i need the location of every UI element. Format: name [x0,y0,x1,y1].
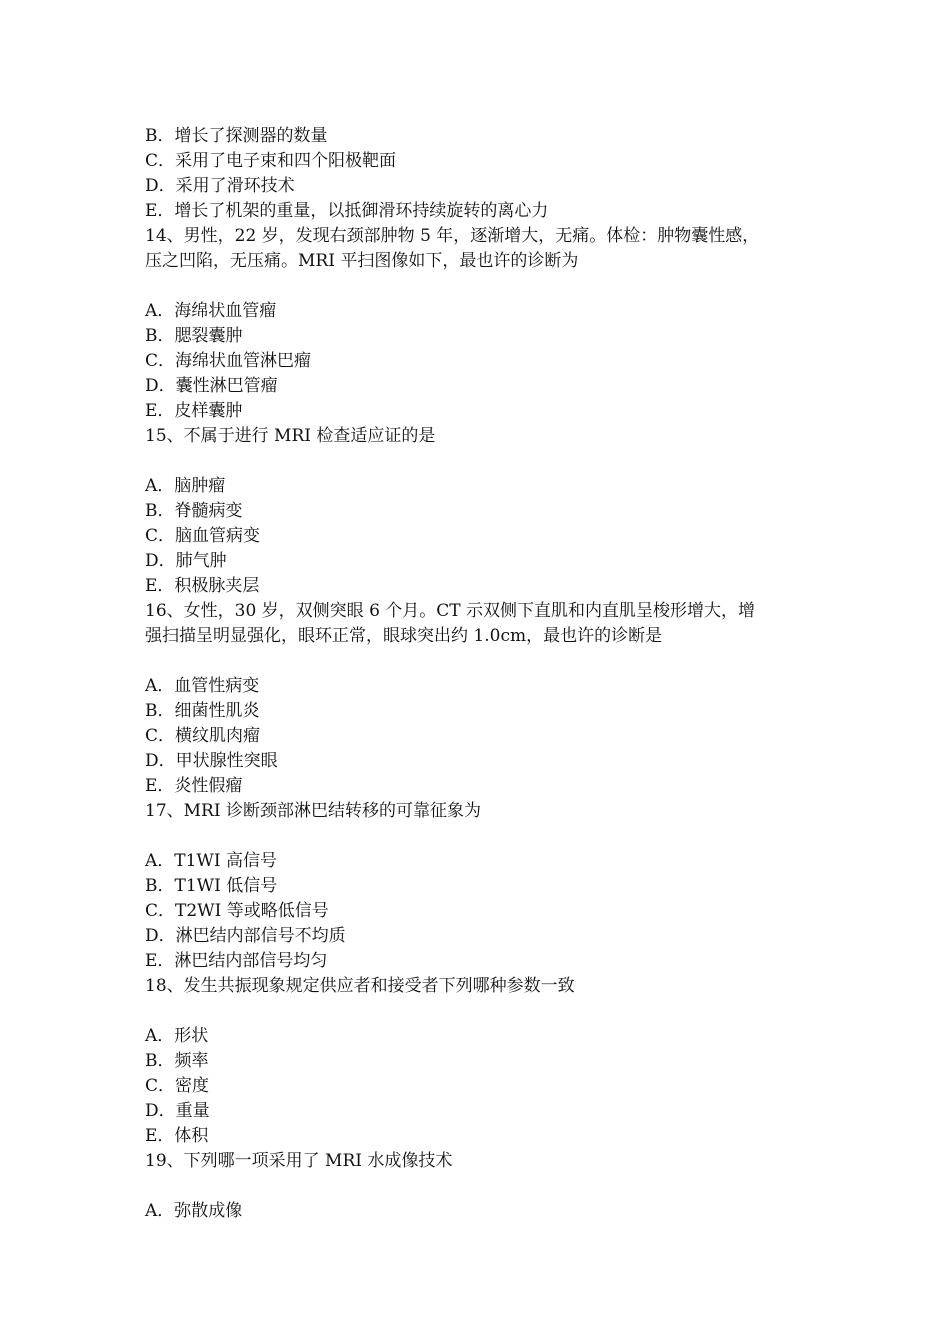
question-stem: 19、下列哪一项采用了 MRI 水成像技术 [145,1151,453,1171]
question-stem: 强扫描呈明显强化，眼环正常，眼球突出约 1.0cm，最也许的诊断是 [145,626,663,646]
option-line: D．囊性淋巴管瘤 [145,376,278,396]
option-line: A．海绵状血管瘤 [145,301,277,321]
option-line: B．细菌性肌炎 [145,701,260,721]
option-line: C．采用了电子束和四个阳极靶面 [145,151,397,171]
option-line: D．肺气肿 [145,551,227,571]
option-line: D．甲状腺性突眼 [145,751,278,771]
option-line: E．皮样囊肿 [145,401,243,421]
option-line: B．增长了探测器的数量 [145,126,328,146]
spacer [145,824,825,849]
option-line: C．密度 [145,1076,210,1096]
option-line: D．采用了滑环技术 [145,176,295,196]
option-line: A．脑肿瘤 [145,476,226,496]
spacer [145,449,825,474]
option-line: A．T1WI 高信号 [145,851,278,871]
option-line: C．T2WI 等或略低信号 [145,901,329,921]
option-line: E．炎性假瘤 [145,776,243,796]
question-18 [145,974,825,1149]
question-stem: 17、MRI 诊断颈部淋巴结转移的可靠征象为 [145,801,481,821]
option-line: D．淋巴结内部信号不均质 [145,926,346,946]
question-19 [145,1149,825,1224]
spacer [145,999,825,1024]
option-line: C．海绵状血管淋巴瘤 [145,351,312,371]
question-stem: 压之凹陷，无压痛。MRI 平扫图像如下，最也许的诊断为 [145,251,579,271]
option-line: B．脊髓病变 [145,501,243,521]
question-13-options [145,124,825,224]
question-stem: 14、男性，22 岁，发现右颈部肿物 5 年，逐渐增大，无痛。体检：肿物囊性感， [145,226,760,246]
option-line: E．淋巴结内部信号均匀 [145,951,328,971]
question-16 [145,599,825,799]
option-line: B．T1WI 低信号 [145,876,278,896]
option-line: A．弥散成像 [145,1201,243,1221]
question-stem: 15、不属于进行 MRI 检查适应证的是 [145,426,436,446]
option-line: E．体积 [145,1126,209,1146]
option-line: D．重量 [145,1101,210,1121]
option-line: E．积极脉夹层 [145,576,260,596]
question-stem: 18、发生共振现象规定供应者和接受者下列哪种参数一致 [145,976,575,996]
option-line: E．增长了机架的重量，以抵御滑环持续旋转的离心力 [145,201,549,221]
spacer [145,274,825,299]
option-line: C．脑血管病变 [145,526,261,546]
option-line: A．形状 [145,1026,209,1046]
document-body [145,124,825,1224]
question-17 [145,799,825,974]
option-line: A．血管性病变 [145,676,260,696]
option-line: C．横纹肌肉瘤 [145,726,261,746]
question-14 [145,224,825,424]
question-15 [145,424,825,599]
spacer [145,649,825,674]
spacer [145,1174,825,1199]
option-line: B．频率 [145,1051,209,1071]
question-stem: 16、女性，30 岁，双侧突眼 6 个月。CT 示双侧下直肌和内直肌呈梭形增大，增 [145,601,756,621]
option-line: B．腮裂囊肿 [145,326,243,346]
